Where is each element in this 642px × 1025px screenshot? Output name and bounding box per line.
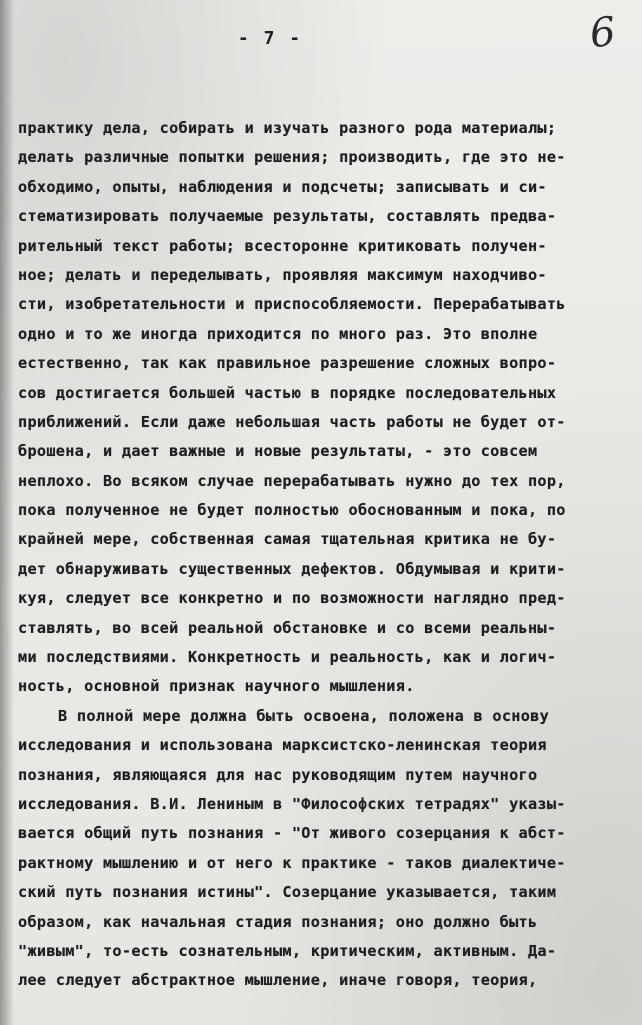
text-line: куя, следует все конкретно и по возможности наглядно пред- [18,589,566,608]
text-line: вается общий путь познания - "От живого созерцания к абст- [18,824,566,843]
text-line: обходимо, опыты, наблюдения и подсчеты; записывать и си- [18,177,547,196]
text-line: ность, основной признак научного мышления. [18,677,415,696]
text-line: дет обнаруживать существенных дефектов. Обдумывая и крити- [18,559,566,578]
text-line: ставлять, во всей реальной обстановке и со всеми реальны- [18,618,557,637]
text-line-paragraph-start: В полной мере должна быть освоена, положена в основу [58,706,550,725]
text-line: познания, являющаяся для нас руководящим путем научного [18,765,538,784]
text-line: одно и то же иногда приходится по много раз. Это вполне [18,324,538,343]
text-line: сов достигается большей частью в порядке последовательных [18,383,557,402]
text-line: ми последствиями. Конкретность и реальность, как и логич- [18,648,557,667]
scan-edge-shadow [0,0,14,1025]
text-line: приближений. Если даже небольшая часть работы не будет от- [18,412,566,431]
text-line: практику дела, собирать и изучать разного рода материалы; [18,119,557,137]
text-line: рительный текст работы; всесторонне критиковать получен- [18,236,547,255]
text-line: лее следует абстрактное мышление, иначе говоря, теория, [18,971,538,990]
text-line: пока полученное не будет полностью обоснованным и пока, по [18,501,566,520]
text-line: исследования и использована марксистско-ленинская теория [18,736,547,755]
text-line: крайней мере, собственная самая тщательная критика не бу- [18,530,557,549]
text-line: "живым", то-есть сознательным, критическим, активным. Да- [18,941,557,960]
text-line: ский путь познания истины". Созерцание указывается, таким [18,883,557,902]
text-line: рактному мышлению и от него к практике - таков диалектиче- [18,853,566,872]
text-line: естественно, так как правильное разрешение сложных вопро- [18,354,557,373]
handwritten-sheet-number: 6 [587,8,618,58]
text-line: стематизировать получаемые результаты, составлять предва- [18,207,557,226]
text-line: сти, изобретательности и приспособляемости. Перерабатывать [18,295,566,314]
typewritten-text-body [18,114,628,996]
text-line: исследования. В.И. Лениным в "Философских тетрадях" указы- [18,794,566,813]
text-line: неплохо. Во всяком случае перерабатывать нужно до тех пор, [18,471,566,490]
text-line: ное; делать и переделывать, проявляя максимум находчиво- [18,265,547,284]
text-line: делать различные попытки решения; производить, где это не- [18,148,566,167]
page-number: - 7 - [237,28,303,49]
text-line: образом, как начальная стадия познания; оно должно быть [18,912,538,931]
text-line: брошена, и дает важные и новые результаты, - это совсем [18,442,538,461]
